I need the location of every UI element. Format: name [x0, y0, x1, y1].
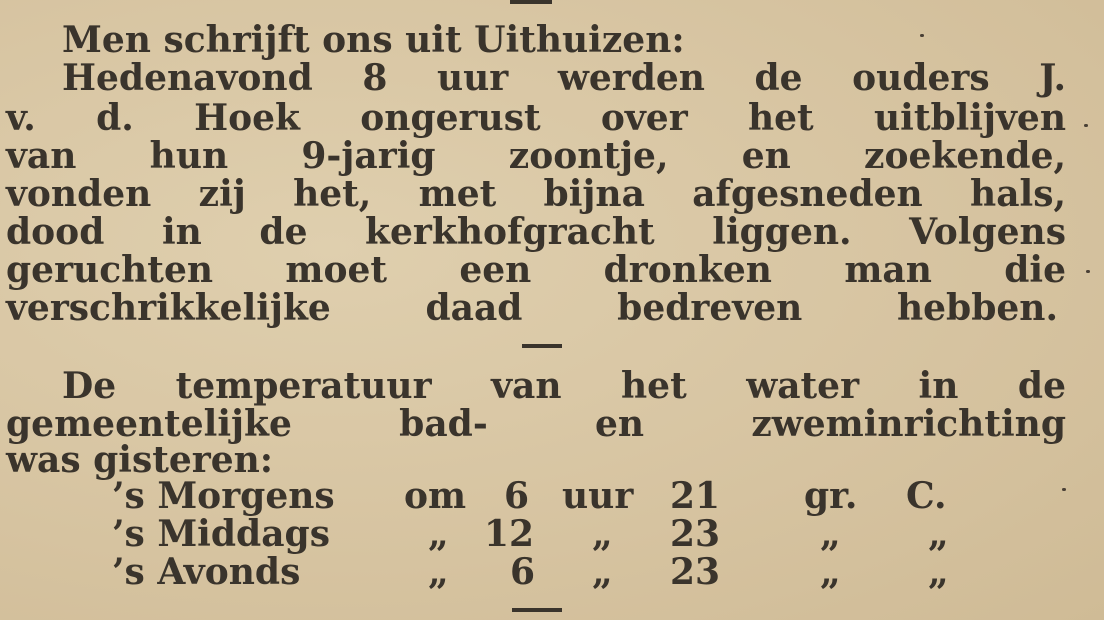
article-text-line: De temperatuur van het water in de — [62, 365, 1066, 407]
ditto-mark: „ — [592, 551, 613, 593]
article-text-line: vonden zij het, met bijna afgesneden hals, — [6, 173, 1066, 215]
time-of-day-label: ’s Morgens — [112, 475, 335, 517]
separator-rule-bottom — [512, 608, 562, 612]
hour-value: 12 — [484, 513, 535, 555]
separator-rule-top — [510, 0, 552, 4]
degree-unit: gr. — [804, 475, 858, 517]
temperature-value: 21 — [670, 475, 721, 517]
at-word: om — [404, 475, 467, 517]
paper-speck — [1062, 488, 1066, 491]
article-text-line: gemeentelijke bad- en zweminrichting — [6, 403, 1066, 445]
ditto-mark: „ — [428, 551, 449, 593]
temperature-value: 23 — [670, 551, 721, 593]
ditto-mark: „ — [428, 513, 449, 555]
article-text-line: dood in de kerkhofgracht liggen. Volgens — [6, 211, 1066, 253]
paper-speck — [920, 34, 924, 37]
ditto-mark: „ — [928, 551, 949, 593]
separator-rule-middle — [522, 344, 562, 348]
hour-unit: uur — [562, 475, 634, 517]
hour-value: 6 — [510, 551, 536, 593]
paper-speck — [1084, 124, 1088, 127]
article-text-line: van hun 9-jarig zoontje, en zoekende, — [6, 135, 1066, 177]
article-text-line: verschrikkelijke daad bedreven hebben. — [6, 287, 1058, 329]
article-text-line: v. d. Hoek ongerust over het uitblijven — [6, 97, 1066, 139]
time-of-day-label: ’s Avonds — [112, 551, 301, 593]
hour-value: 6 — [504, 475, 530, 517]
celsius-unit: C. — [906, 475, 947, 517]
ditto-mark: „ — [928, 513, 949, 555]
paper-speck — [1086, 270, 1090, 273]
ditto-mark: „ — [820, 551, 841, 593]
time-of-day-label: ’s Middags — [112, 513, 330, 555]
article-text-line: Hedenavond 8 uur werden de ouders J. — [62, 57, 1066, 99]
article-text-line: was gisteren: — [6, 439, 274, 481]
ditto-mark: „ — [820, 513, 841, 555]
table-row — [0, 476, 1104, 516]
article-dateline: Men schrijft ons uit Uithuizen: — [62, 19, 685, 61]
ditto-mark: „ — [592, 513, 613, 555]
article-text-line: geruchten moet een dronken man die — [6, 249, 1066, 291]
table-row — [0, 552, 1104, 592]
temperature-value: 23 — [670, 513, 721, 555]
table-row — [0, 514, 1104, 554]
